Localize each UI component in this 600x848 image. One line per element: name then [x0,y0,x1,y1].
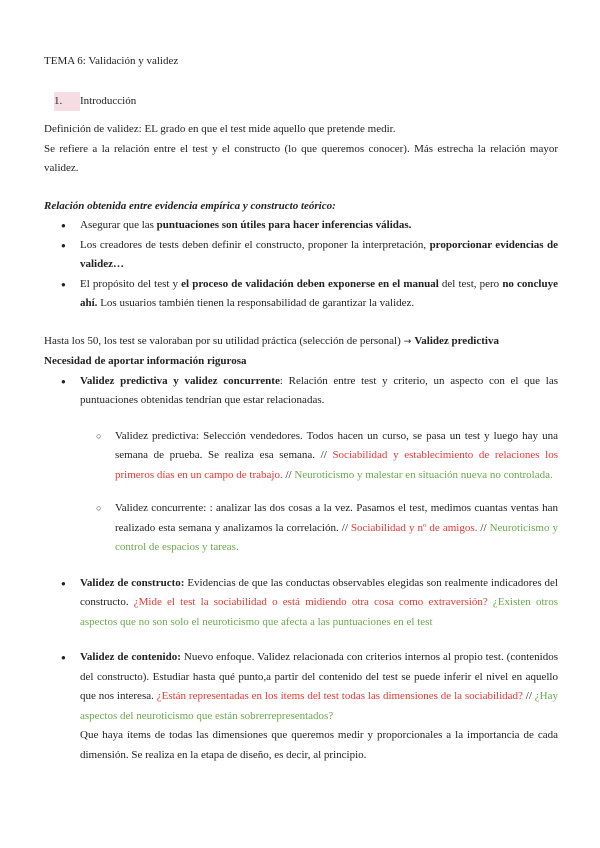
validity-content: ● Validez de contenido: Nuevo enfoque. Validez relacionada con criterios internos al propio test. (contenidos del constructo). Estudiar hasta qué punto,a partir del contenido del test se puede inferir el nivel en aquello que nos interesa. ¿Están representadas en los ítems del test todas las dimensiones de la sociabilidad? // ¿Hay aspectos del neuroticismo que están sobrerrepresentados? [44,648,558,726]
definition-line: Definición de validez: EL grado en que el test mide aquello que pretende medir. [44,123,396,135]
history-line: Hasta los 50, los test se valoraban por su utilidad práctica (selección de personal) → Validez predictiva [44,332,558,353]
definition-paragraph: Se refiere a la relación entre el test y el constructo (lo que queremos conocer). Más estrecha la relación mayor validez. [44,142,558,174]
relation-bullet-1: ● Asegurar que las puntuaciones son útiles para hacer inferencias válidas. [44,216,558,236]
section-heading-introduccion [54,92,558,112]
relation-bullet-list [44,216,558,314]
arrow-right-icon: → [403,336,412,347]
relation-bullet-2: ● Los creadores de tests deben definir el constructo, proponer la interpretación, proporcionar evidencias de validez… [44,236,558,275]
relation-bullet-3: ● El propósito del test y el proceso de validación deben exponerse en el manual del test, pero no concluye ahí. Los usuarios también tienen la responsabilidad de garantizar la validez. [44,275,558,314]
page-title: TEMA 6: Validación y validez [44,55,179,67]
predictive-concurrent-sublist [44,427,558,558]
validity-content-extra: Que haya ítems de todas las dimensiones que queremos medir y proporcionales a la importancia de cada dimensión. Se realiza en la etapa de diseño, es decir, al principio. [80,729,558,761]
sub-item-predictiva: ○ Validez predictiva: Selección vendedores. Todos hacen un curso, se pasa un test y luego hay una semana de prueba. Se realiza esa semana. // Sociabilidad y establecimiento de relaciones los primeros días en un campo de trabajo. // Neuroticismo y malestar en situación nueva no controlada. [44,427,558,486]
validity-predictive-concurrent: ● Validez predictiva y validez concurrente: Relación entre test y criterio, un aspecto con el que las puntuaciones obtenidas tendrían que estar relacionadas. [44,372,558,411]
document-body [44,52,558,765]
section-number: 1. [54,92,80,112]
validity-construct: ● Validez de constructo: Evidencias de que las conductas observables elegidas son realmente indicadores del constructo. ¿Mide el test la sociabilidad o está midiendo otra cosa como extraversión? ¿Existen otros aspectos que no son solo el neuroticismo que afecta a las puntuaciones en el test [44,574,558,633]
history-need: Necesidad de aportar información rigurosa [44,355,247,367]
validity-types-list [44,372,558,411]
sub-item-concurrente: ○ Validez concurrente: : analizar las dos cosas a la vez. Pasamos el test, medimos cuantas ventas han realizado esta semana y analizamos la correlación. // Sociabilidad y nº de amigos. // Neuroticismo y control de espacios y tareas. [44,499,558,558]
validity-content-list [44,648,558,726]
section-label: Introducción [80,94,137,107]
relation-heading: Relación obtenida entre evidencia empírica y constructo teórico: [44,199,336,212]
validity-construct-list [44,574,558,633]
